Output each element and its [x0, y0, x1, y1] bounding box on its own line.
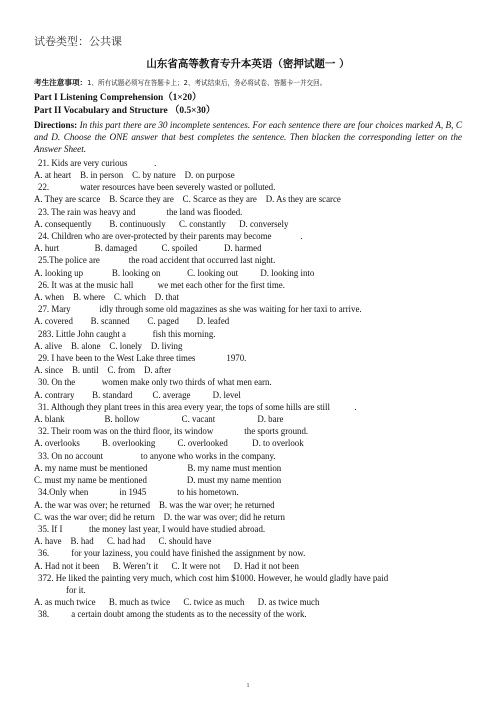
question-options: A. contrary B. standard C. average D. level [34, 389, 241, 400]
question-stem: 32. Their room was on the third floor, its window the sports ground. [38, 426, 309, 437]
question-stem: 33. On no account to anyone who works in the company. [38, 450, 276, 461]
question-options: A. blank B. hollow C. vacant D. bare [34, 414, 284, 425]
exam-content [34, 56, 462, 621]
question-stem: 30. On the women make only two thirds of what men earn. [38, 377, 272, 388]
question-372-text: 372. He liked the painting very much, which cost him $1000. However, he would gladly have paid [38, 572, 389, 583]
question-options: A. since B. until C. from D. after [34, 365, 172, 376]
question-options: A. covered B. scanned C. paged D. leafed [34, 316, 230, 327]
question-options: A. my name must be mentioned B. my name must mention [34, 462, 282, 473]
question-stem: 34.Only when in 1945 to his hometown. [38, 487, 239, 498]
question-options: A. overlooks B. overlooking C. overlooked D. to overlook [34, 438, 304, 449]
question-options: A. the war was over; he returned B. was the war over; he returned [34, 499, 275, 510]
question-stem: 29. I have been to the West Lake three times 1970. [38, 353, 247, 364]
question-stem: 36. for your laziness, you could have finished the assignment by now. [38, 548, 306, 559]
notice-line [34, 77, 462, 88]
notice-label: 考生注意事项： [34, 78, 88, 87]
question-stem: 27. Mary idly through some old magazines as she was waiting for her taxi to arrive. [38, 304, 362, 315]
question-options: A. alive B. alone C. lonely D. living [34, 340, 183, 351]
question-stem: 21. Kids are very curious . [38, 157, 157, 168]
part-two-heading: Part II Vocabulary and Structure （0.5×30） [34, 106, 216, 117]
page-number: 1 [246, 683, 250, 689]
paper-type-label: 试卷类型：公共课 [34, 35, 122, 48]
question-options: A. at heart B. in person C. by nature D. on purpose [34, 170, 235, 181]
directions-paragraph [34, 119, 462, 155]
question-stem: 31. Although they plant trees in this area every year, the tops of some hills are still . [38, 401, 357, 412]
question-options: C. was the war over; did he return D. the war was over; did he return [34, 511, 285, 522]
question-options: A. consequently B. continuously C. constantly D. conversely [34, 218, 289, 229]
question-372 [34, 572, 462, 596]
question-options: C. must my name be mentioned D. must my name mention [34, 475, 282, 486]
question-options: A. Had not it been B. Weren’t it C. It were not D. Had it not been [34, 560, 299, 571]
question-options: A. looking up B. looking on C. looking out D. looking into [34, 267, 315, 278]
question-38: 38. a certain doubt among the students as to the necessity of the work. [38, 609, 307, 620]
question-list [34, 157, 462, 572]
question-stem: 35. If I the money last year, I would have studied abroad. [38, 523, 266, 534]
question-stem: 283. Little John caught a fish this morning. [38, 328, 216, 339]
question-stem: 26. It was at the music hall we met each other for the first time. [38, 279, 285, 290]
directions-label: Directions: [34, 119, 78, 130]
directions-text: In this part there are 30 incomplete sentences. For each sentence there are four choices marked A, B, C and D. Choose the ONE answer that best completes the sentence. Then blacken the corresponding letter on the Answer Sheet. [34, 119, 462, 154]
question-options: A. have B. had C. had had C. should have [34, 536, 212, 547]
part-one-heading: Part I Listening Comprehension（1×20） [34, 93, 202, 103]
question-options: A. hurt B. damaged C. spoiled D. harmed [34, 243, 262, 254]
exam-title: 山东省高等教育专升本英语（密押试题一 ） [146, 58, 350, 70]
question-options: A. when B. where C. which D. that [34, 292, 179, 303]
question-options: A. They are scarce B. Scarce they are C. Scarce as they are D. As they are scarce [34, 194, 341, 205]
question-stem: 22. water resources have been severely wasted or polluted. [38, 182, 276, 193]
question-372-options: A. as much twice B. much as twice C. twice as much D. as twice much [34, 597, 320, 608]
question-stem: 25.The police are the road accident that occurred last night. [38, 255, 276, 266]
question-stem: 24. Children who are over-protected by their parents may become . [38, 231, 303, 242]
notice-text: 1、所有试题必须写在答题卡上；2、考试结束后，务必将试卷、答题卡一并交回。 [87, 79, 327, 87]
question-stem: 23. The rain was heavy and the land was flooded. [38, 206, 243, 217]
question-372-continuation: for it. [66, 584, 86, 595]
